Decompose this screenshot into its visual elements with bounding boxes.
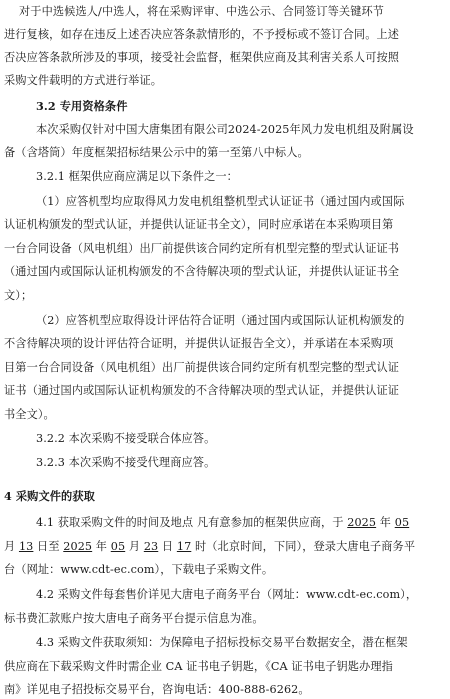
clause-4-1-line-3: 台（网址：www.cdt-ec.com），下载电子采购文件。 (4, 563, 274, 576)
text-segment: 4.1 获取采购文件的时间及地点 凡有意参加的框架供应商，于 (36, 516, 348, 529)
clause-4-3-line: 南》详见电子招投标交易平台，咨询电话：400-888-6262。 (4, 683, 310, 696)
text-segment: 年 (376, 516, 395, 529)
clause-4-2-line: 4.2 采购文件每套售价详见大唐电子商务平台（网址：www.cdt-ec.com）， (36, 588, 418, 601)
item-1-line: 文）； (4, 289, 33, 302)
item-1-line: （通过国内或国际认证机构颁发的不含待解决项的型式认证，并提供认证证书全 (4, 265, 400, 278)
item-2-line: 证书（通过国内或国际认证机构颁发的不含待解决项的型式认证，并提供认证证 (4, 384, 400, 397)
day-value: 13 (18, 540, 34, 553)
paragraph-line: 进行复核，如存在违反上述否决应答条款情形的，不予授标或不签订合同。上述 (4, 28, 400, 41)
text-segment: 时（北京时间，下同），登录大唐电子商务平 (191, 540, 416, 553)
clause-3-2-1: 3.2.1 框架供应商应满足以下条件之一： (36, 170, 238, 183)
text-segment: 月 (4, 540, 19, 553)
text-segment: 年 (92, 540, 111, 553)
item-2-line: 目第一台合同设备（风电机组）出厂前提供该合同约定所有机型完整的型式认证 (4, 361, 400, 374)
hour-value: 17 (176, 540, 192, 553)
section-heading-3-2: 3.2 专用资格条件 (36, 99, 128, 113)
item-1-line: 一台合同设备（风电机组）出厂前提供该合同约定所有机型完整的型式认证证书 (4, 242, 400, 255)
clause-4-1-line-1 (36, 516, 409, 530)
month-value: 05 (110, 540, 126, 553)
paragraph-line: 采购文件载明的方式进行举证。 (4, 74, 163, 87)
item-1-line: 认证机构颁发的型式认证，并提供认证证书全文），同时应承诺在本采购项目第 (4, 218, 394, 231)
item-2-line: 书全文）。 (4, 408, 55, 421)
clause-4-3-line: 4.3 采购文件获取须知：为保障电子招标投标交易平台数据安全，潜在框架 (36, 636, 408, 649)
clause-3-2-3: 3.2.3 本次采购不接受代理商应答。 (36, 456, 216, 469)
text-segment: 月 (125, 540, 144, 553)
paragraph-line: 本次采购仅针对中国大唐集团有限公司2024-2025年风力发电机组及附属设 (36, 123, 414, 136)
paragraph-line: 对于中选候选人/中选人，将在采购评审、中选公示、合同签订等关键环节 (19, 5, 385, 18)
year-value: 2025 (63, 540, 93, 553)
paragraph-line: 否决应答条款所涉及的事项，接受社会监督，框架供应商及其利害关系人可按照 (4, 51, 400, 64)
item-2-line: （2）应答机型应取得设计评估符合证明（通过国内或国际认证机构颁发的 (36, 314, 405, 327)
day-value: 23 (143, 540, 159, 553)
item-2-line: 不含待解决项的设计评估符合证明，并提供认证报告全文），并承诺在本采购项 (4, 337, 394, 350)
text-segment: 日至 (33, 540, 64, 553)
section-heading-4: 4 采购文件的获取 (4, 489, 95, 503)
clause-4-2-line: 标书费汇款账户按大唐电子商务平台提示信息为准。 (4, 612, 264, 625)
clause-4-3-line: 供应商在下载采购文件时需企业 CA 证书电子钥匙，《CA 证书电子钥匙办理指 (4, 660, 393, 673)
text-segment: 日 (158, 540, 177, 553)
year-value: 2025 (347, 516, 377, 529)
item-1-line: （1）应答机型均应取得风力发电机组整机型式认证证书（通过国内或国际 (36, 195, 405, 208)
clause-3-2-2: 3.2.2 本次采购不接受联合体应答。 (36, 432, 216, 445)
paragraph-line: 备（含塔筒）年度框架招标结果公示中的第一至第八中标人。 (4, 146, 309, 159)
clause-4-1-line-2 (4, 540, 415, 554)
month-value: 05 (394, 516, 410, 529)
